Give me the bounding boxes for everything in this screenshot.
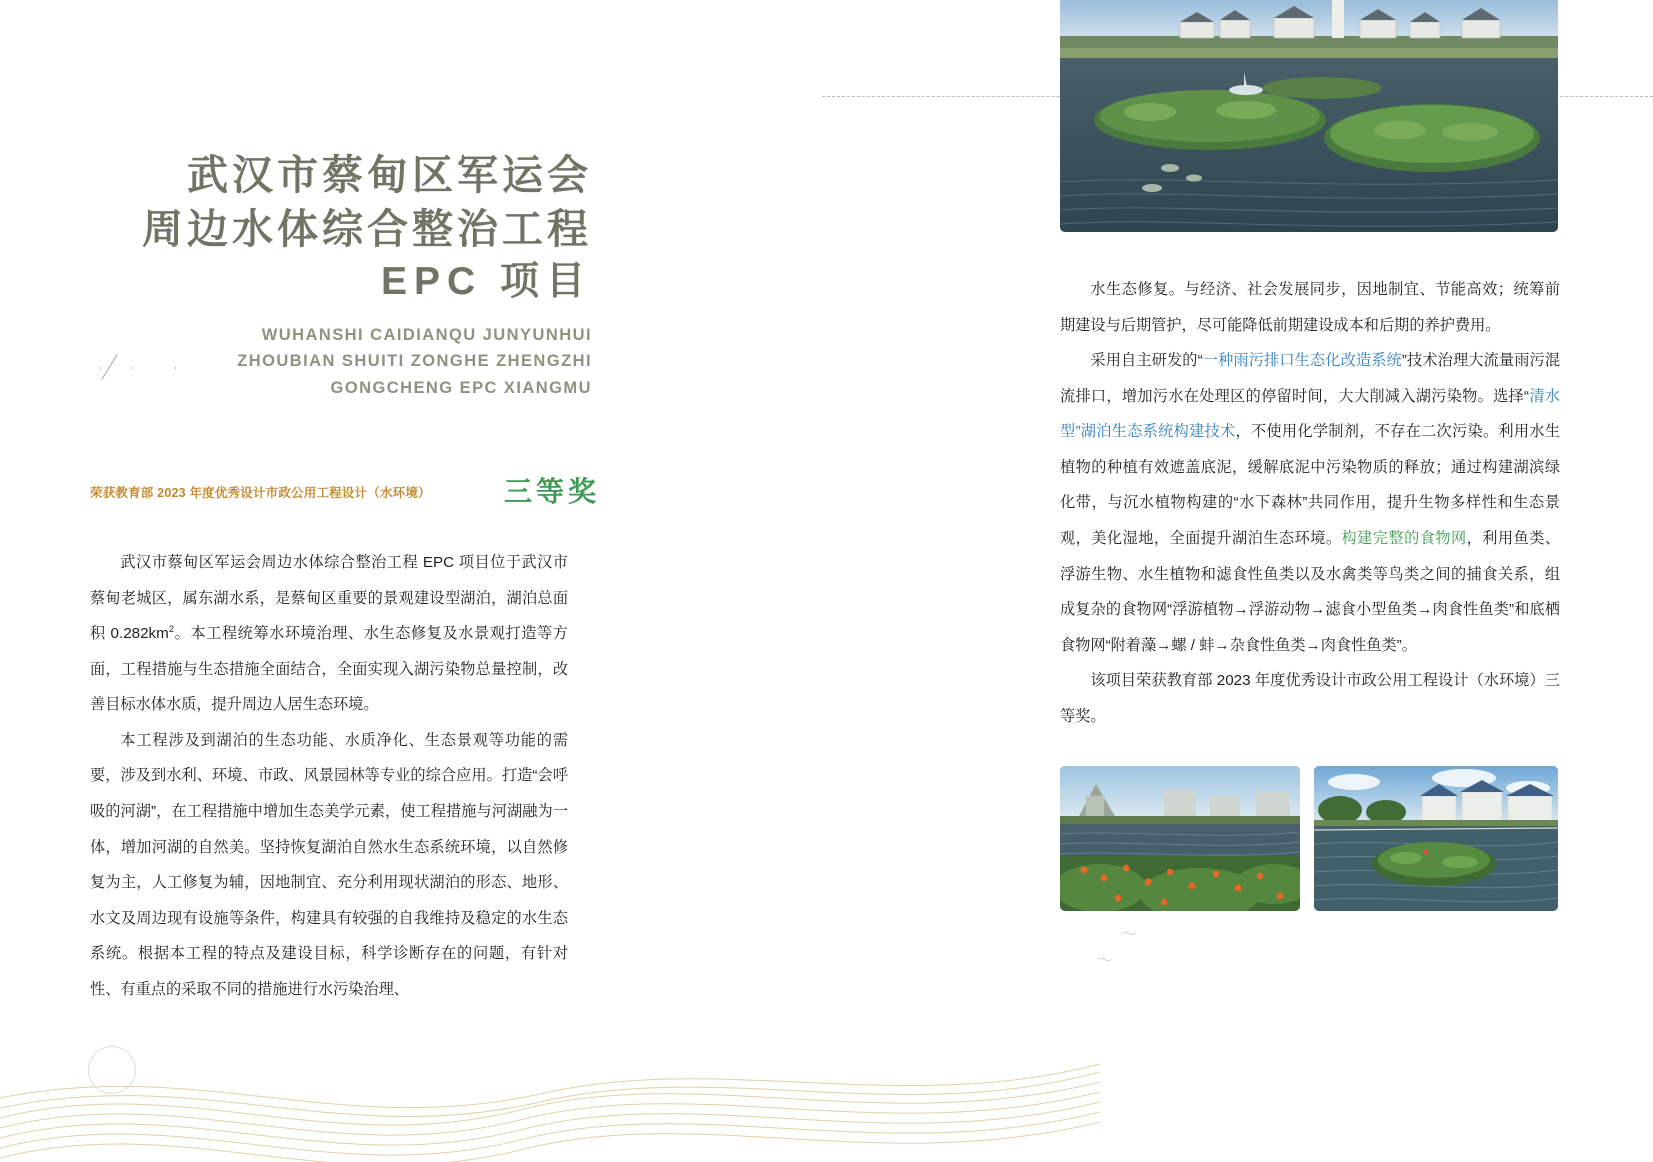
paragraph: 本工程涉及到湖泊的生态功能、水质净化、生态景观等功能的需要，涉及到水利、环境、市政、风景园林等专业的综合应用。打造“会呼吸的河湖”，在工程措施中增加生态美学元素，使工程措施与河湖融为一体，增加河湖的自然美。坚持恢复湖泊自然水生态系统环境，以自然修复为主，人工修复为辅，因地制宜、充分利用现状湖泊的形态、地形、水文及周边现有设施等条件，构建具有较强的自我维持及稳定的水生态系统。根据本工程的特点及建设目标，科学诊断存在的问题，有针对性、有重点的采取不同的措施进行水污染治理、 xyxy=(90,731,568,998)
subtitle-line-2: ZHOUBIAN SHUITI ZONGHE ZHENGZHI xyxy=(237,352,592,371)
village-waterfront-photo xyxy=(1314,766,1558,911)
bird-icon: 〜 xyxy=(1096,951,1113,970)
text-run: 采用自主研发的“ xyxy=(1090,352,1203,370)
title-line-3: EPC 项目 xyxy=(380,260,592,304)
left-column xyxy=(0,0,640,1122)
highlight-technology-1: 一种雨污排口生态化改造系统 xyxy=(1202,352,1402,370)
award-description: 荣获教育部 2023 年度优秀设计市政公用工程设计（水环境） xyxy=(90,486,431,500)
highlight-technology-2: 清水型”湖泊生态系统构建技术 xyxy=(1060,387,1560,441)
title-line-2: 周边水体综合整治工程 xyxy=(142,206,592,253)
award-banner xyxy=(90,478,600,506)
subtitle-line-1: WUHANSHI CAIDIANQU JUNYUNHUI xyxy=(261,325,592,344)
award-grade: 三等奖 xyxy=(503,476,600,507)
right-body-text xyxy=(1060,272,1560,734)
text-run: ，不使用化学制剂，不存在二次污染。利用水生植物的种植有效遮盖底泥，缓解底泥中污染物质的释放；通过构建湖滨绿化带，与沉水植物构建的“水下森林”共同作用，提升生物多样性和生态景观，美化湿地，全面提升湖泊生态环境。 xyxy=(1060,423,1561,547)
left-body-text xyxy=(90,545,568,1007)
text-run: ”技术治理大流量雨污混流排口，增加污水在处理区的停留时间，大大削减入湖污染物。选择“ xyxy=(1060,352,1561,405)
paragraph: 水生态修复。与经济、社会发展同步，因地制宜、节能高效；统筹前期建设与后期管护，尽可能降低前期建设成本和后期的养护费用。 xyxy=(1060,281,1560,334)
paragraph xyxy=(1060,343,1560,663)
lakeside-flowers-photo xyxy=(1060,766,1300,911)
subtitle-line-3: GONGCHENG EPC XIANGMU xyxy=(330,379,592,398)
text-run: ，利用鱼类、浮游生物、水生植物和滤食性鱼类以及水禽类等鸟类之间的捕食关系，组成复杂的食物网“浮游植物→浮游动物→滤食小型鱼类→肉食性鱼类”和底栖食物网“附着藻→螺 / 蚌→杂食性鱼类→肉食性鱼类”。 xyxy=(1060,529,1561,654)
paragraph: 该项目荣获教育部 2023 年度优秀设计市政公用工程设计（水环境）三等奖。 xyxy=(1060,672,1560,725)
bird-icon: 〜 xyxy=(1120,925,1137,944)
paragraph: 武汉市蔡甸区军运会周边水体综合整治工程 EPC 项目位于武汉市蔡甸老城区，属东湖水系，是蔡甸区重要的景观建设型湖泊，湖泊总面积 $0.282km^2$。本工程统筹水环境治理、水生态修复及水景观打造等方面，工程措施与生态措施全面结合，全面实现入湖污染物总量控制，改善目标水体水质，提升周边人居生态环境。 xyxy=(90,554,568,714)
highlight-technology-3: 构建完整的食物网 xyxy=(1341,529,1467,547)
lake-floating-islands-aerial-photo xyxy=(1060,0,1558,232)
title-line-1: 武汉市蔡甸区军运会 xyxy=(187,152,592,198)
hexagon-logo-icon xyxy=(100,344,180,390)
